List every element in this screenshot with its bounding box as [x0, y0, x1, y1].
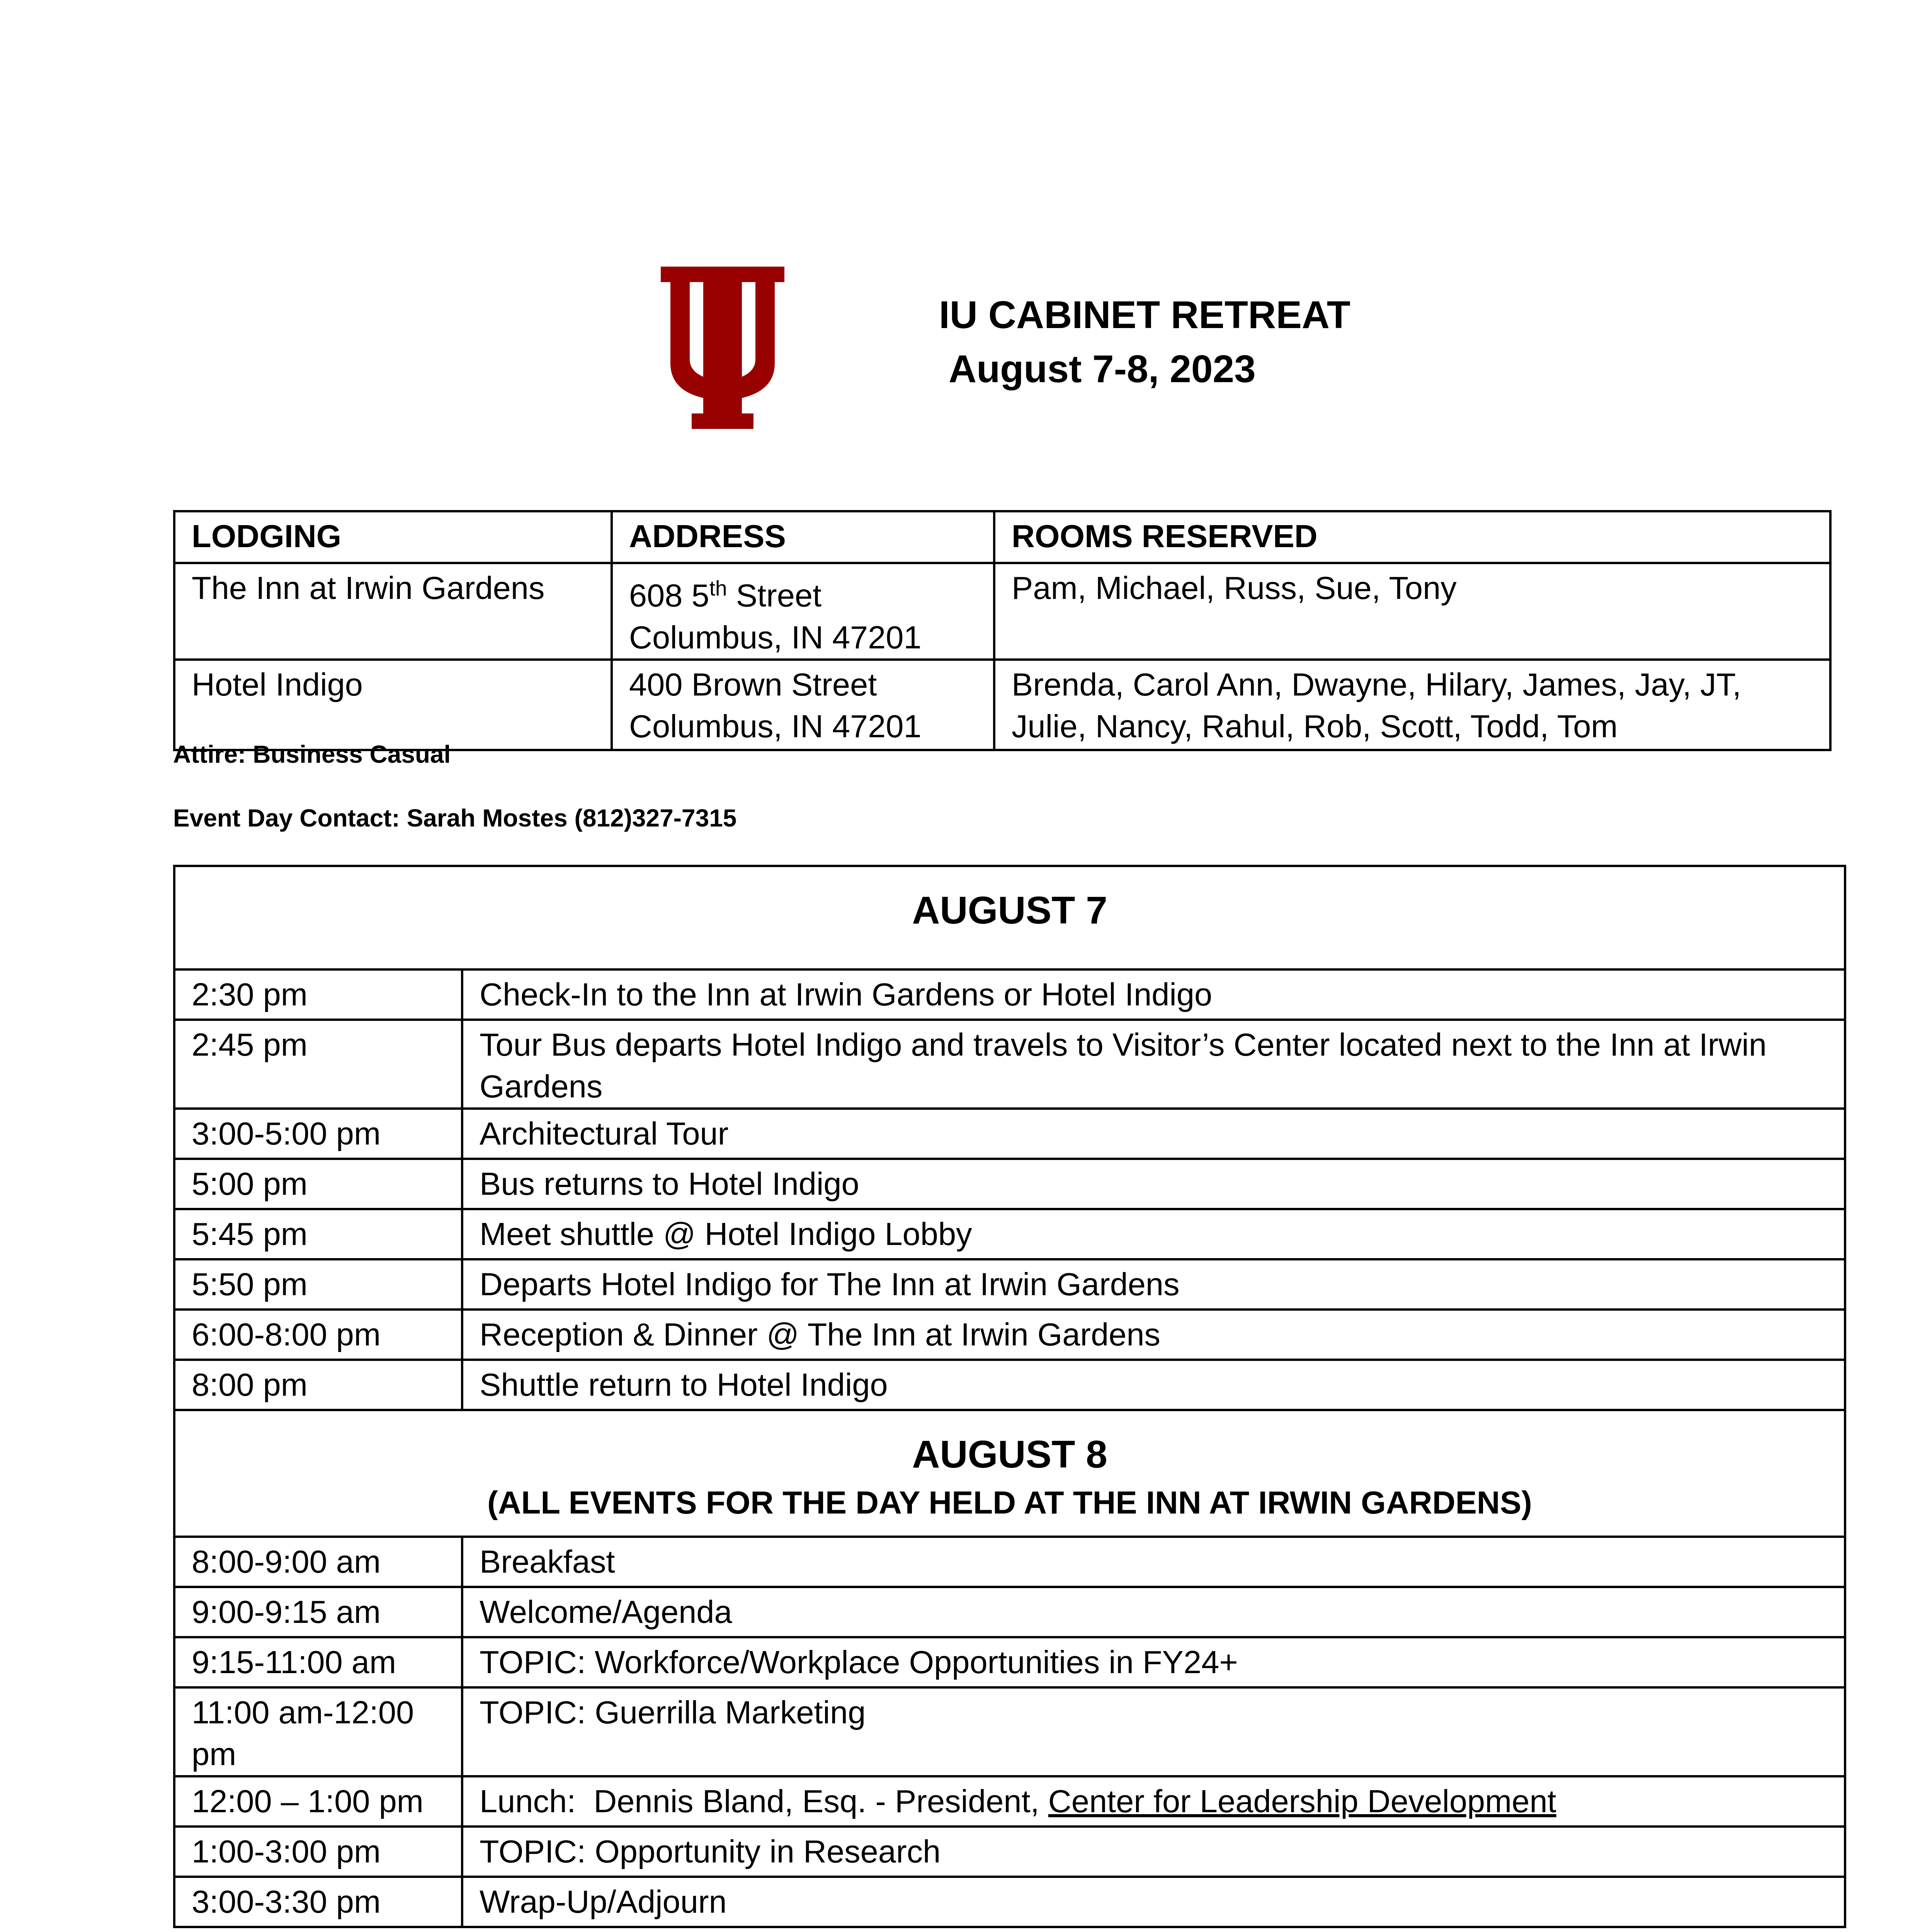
iu-trident-logo [657, 267, 788, 429]
event-dates: August 7-8, 2023 [949, 347, 1256, 391]
event-time: 6:00-8:00 pm [174, 1310, 462, 1360]
event-description: Tour Bus departs Hotel Indigo and travels to Visitor’s Center located next to the Inn at Irwin Gardens [462, 1020, 1845, 1109]
lodging-name: The Inn at Irwin Gardens [174, 563, 612, 660]
table-row [174, 1776, 1845, 1827]
day-heading-row [174, 866, 1845, 969]
table-row [174, 1209, 1845, 1259]
event-time: 11:00 am-12:00 pm [174, 1687, 462, 1776]
table-row [174, 1587, 1845, 1637]
day-heading [174, 866, 1845, 969]
event-description: Architectural Tour [462, 1109, 1845, 1159]
event-time: 2:30 pm [174, 969, 462, 1020]
event-contact: Event Day Contact: Sarah Mostes (812)327-7315 [173, 804, 737, 832]
event-time: 5:45 pm [174, 1209, 462, 1259]
event-description: Shuttle return to Hotel Indigo [462, 1360, 1845, 1410]
lodging-table [173, 510, 1832, 751]
event-time: 9:00-9:15 am [174, 1587, 462, 1637]
event-description: Departs Hotel Indigo for The Inn at Irwin Gardens [462, 1259, 1845, 1310]
table-row [174, 660, 1830, 750]
event-time: 1:00-3:00 pm [174, 1827, 462, 1877]
event-time: 3:00-5:00 pm [174, 1109, 462, 1159]
event-description [462, 1776, 1845, 1827]
event-description: TOPIC: Guerrilla Marketing [462, 1687, 1845, 1776]
schedule-table [173, 865, 1846, 1928]
lodging-address [612, 563, 994, 660]
rooms-reserved: Brenda, Carol Ann, Dwayne, Hilary, James, Jay, JT, Julie, Nancy, Rahul, Rob, Scott, Todd, Tom [994, 660, 1830, 750]
event-time: 2:45 pm [174, 1020, 462, 1109]
table-row [174, 1259, 1845, 1310]
day-note: (ALL EVENTS FOR THE DAY HELD AT THE INN AT IRWIN GARDENS) [487, 1485, 1532, 1520]
lodging-column-header: LODGING [174, 511, 612, 563]
event-time: 8:00-9:00 am [174, 1537, 462, 1587]
event-time: 12:00 – 1:00 pm [174, 1776, 462, 1827]
address-line1-prefix: 608 5 [629, 577, 709, 614]
event-description: Welcome/Agenda [462, 1587, 1845, 1637]
address-line1-suffix: Street [727, 577, 822, 614]
table-row [174, 1687, 1845, 1776]
lodging-address [612, 660, 994, 750]
address-line1: 400 Brown Street [629, 666, 877, 702]
day-title: AUGUST 8 [912, 1433, 1107, 1476]
table-row [174, 1159, 1845, 1209]
table-row [174, 1827, 1845, 1877]
event-time: 5:00 pm [174, 1159, 462, 1209]
attire-note: Attire: Business Casual [173, 740, 451, 768]
lodging-header-row [174, 511, 1830, 563]
day-heading-row [174, 1410, 1845, 1537]
address-line2: Columbus, IN 47201 [629, 708, 922, 744]
table-row [174, 1310, 1845, 1360]
event-description: TOPIC: Workforce/Workplace Opportunities in FY24+ [462, 1637, 1845, 1687]
table-row [174, 1537, 1845, 1587]
event-description: Breakfast [462, 1537, 1845, 1587]
table-row [174, 1020, 1845, 1109]
rooms-reserved: Pam, Michael, Russ, Sue, Tony [994, 563, 1830, 660]
day-heading [174, 1410, 1845, 1537]
day-title: AUGUST 7 [912, 889, 1107, 932]
table-row [174, 969, 1845, 1020]
table-row [174, 1360, 1845, 1410]
table-row [174, 563, 1830, 660]
page-title: IU CABINET RETREAT [939, 293, 1350, 337]
event-description: TOPIC: Opportunity in Research [462, 1827, 1845, 1877]
event-text: Lunch: Dennis Bland, Esq. - President, [480, 1783, 1048, 1819]
table-row [174, 1637, 1845, 1687]
organization-link[interactable]: Center for Leadership Development [1048, 1783, 1556, 1819]
event-description: Wrap-Up/Adjourn [462, 1877, 1845, 1927]
address-line2: Columbus, IN 47201 [629, 619, 922, 655]
event-time: 5:50 pm [174, 1259, 462, 1310]
event-time: 8:00 pm [174, 1360, 462, 1410]
table-row [174, 1877, 1845, 1927]
address-column-header: ADDRESS [612, 511, 994, 563]
event-description: Meet shuttle @ Hotel Indigo Lobby [462, 1209, 1845, 1259]
event-time: 9:15-11:00 am [174, 1637, 462, 1687]
lodging-name: Hotel Indigo [174, 660, 612, 750]
rooms-column-header: ROOMS RESERVED [994, 511, 1830, 563]
event-time: 3:00-3:30 pm [174, 1877, 462, 1927]
event-description: Reception & Dinner @ The Inn at Irwin Gardens [462, 1310, 1845, 1360]
event-description: Bus returns to Hotel Indigo [462, 1159, 1845, 1209]
address-ordinal: th [709, 576, 727, 600]
event-description: Check-In to the Inn at Irwin Gardens or Hotel Indigo [462, 969, 1845, 1020]
table-row [174, 1109, 1845, 1159]
